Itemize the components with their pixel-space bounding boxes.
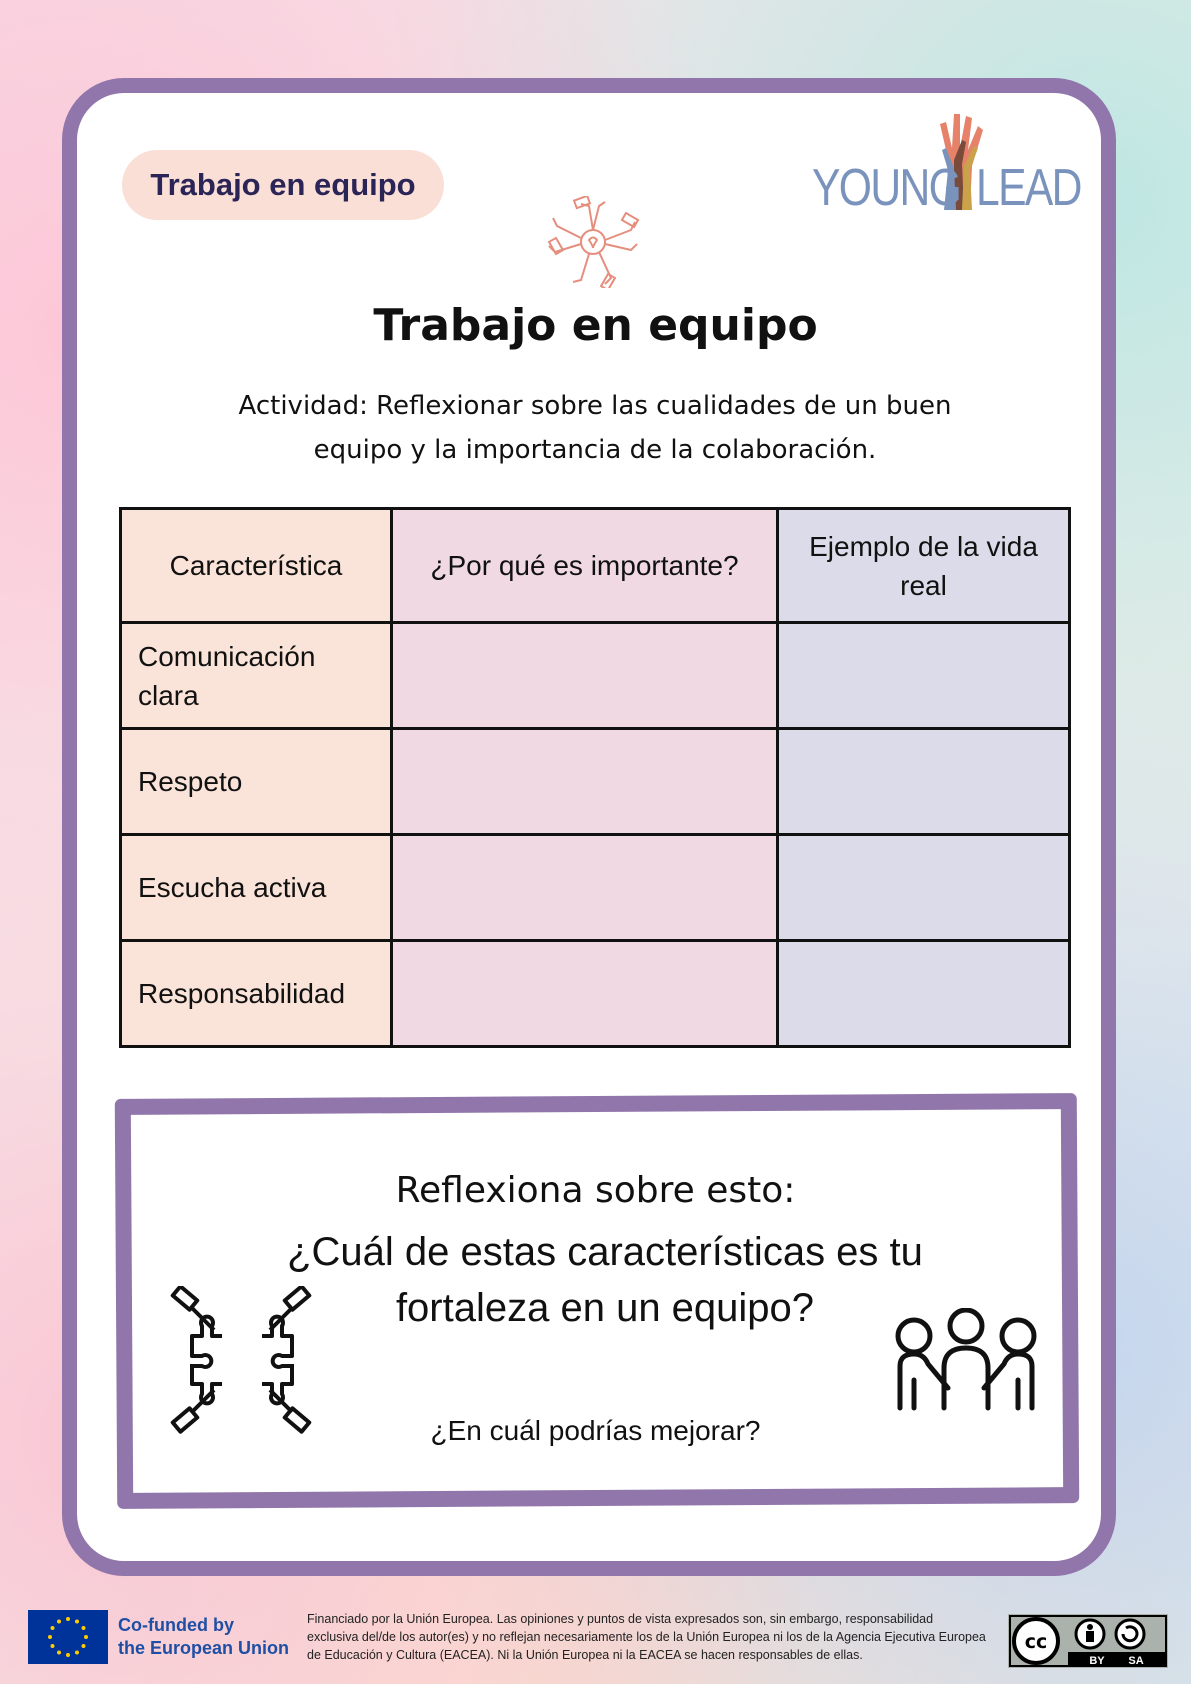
page-title: Trabajo en equipo <box>373 300 818 351</box>
answer-cell-why[interactable] <box>392 623 778 729</box>
row-label: Responsabilidad <box>121 941 392 1047</box>
team-people-icon <box>892 1308 1040 1412</box>
svg-text:cc: cc <box>1024 1631 1048 1653</box>
header-ejemplo: Ejemplo de la vida real <box>778 509 1070 623</box>
reflection-question: ¿Cuál de estas características es tu fortaleza en un equipo? <box>287 1230 923 1330</box>
eu-flag-icon <box>28 1610 108 1664</box>
table-row <box>121 835 1070 941</box>
activity-description: Actividad: Reflexionar sobre las cualidades de un buen equipo y la importancia de la colaboración. <box>238 391 952 465</box>
answer-cell-why[interactable] <box>392 941 778 1047</box>
license-sa-label: SA <box>1128 1655 1144 1667</box>
cc-license-icon <box>1008 1614 1168 1668</box>
young-lead-logo <box>812 106 1081 224</box>
eu-line-2: the European Union <box>118 1638 289 1658</box>
row-label: Respeto <box>121 729 392 835</box>
topic-tag: Trabajo en equipo <box>122 150 444 220</box>
puzzle-hands-icon <box>168 1286 316 1434</box>
reflection-heading: Reflexiona sobre esto: <box>395 1170 796 1211</box>
table-row <box>121 623 1070 729</box>
row-label: Comunicación clara <box>121 623 392 729</box>
answer-cell-example[interactable] <box>778 729 1070 835</box>
answer-cell-example[interactable] <box>778 623 1070 729</box>
eu-cofunded-label <box>118 1614 289 1660</box>
row-label: Escucha activa <box>121 835 392 941</box>
answer-cell-example[interactable] <box>778 941 1070 1047</box>
table-row <box>121 941 1070 1047</box>
answer-cell-why[interactable] <box>392 729 778 835</box>
reflection-sub-question: ¿En cuál podrías mejorar? <box>430 1415 761 1446</box>
eu-line-1: Co-funded by <box>118 1615 234 1635</box>
header-caracteristica: Característica <box>121 509 392 623</box>
answer-cell-why[interactable] <box>392 835 778 941</box>
funding-disclaimer: Financiado por la Unión Europea. Las opiniones y puntos de vista expresados son, sin embargo, responsabilidad exclusiva del/de los autor(es) y no reflejan necesariamente los de la Unión Europea ni los de la Agencia Ejecutiva Europea de Educación y Cultura (EACEA). Ni la Unión Europea ni la EACEA se hacen responsables de ellas. <box>307 1612 986 1662</box>
license-by-label: BY <box>1089 1655 1105 1667</box>
header-por-que: ¿Por qué es importante? <box>392 509 778 623</box>
table-header-row <box>121 509 1070 623</box>
answer-cell-example[interactable] <box>778 835 1070 941</box>
characteristics-table <box>119 507 1071 1048</box>
logo-text-young: YOUNG <box>812 159 961 217</box>
logo-text-lead: LEAD <box>976 159 1081 217</box>
table-row <box>121 729 1070 835</box>
hands-circle-icon <box>545 196 641 288</box>
